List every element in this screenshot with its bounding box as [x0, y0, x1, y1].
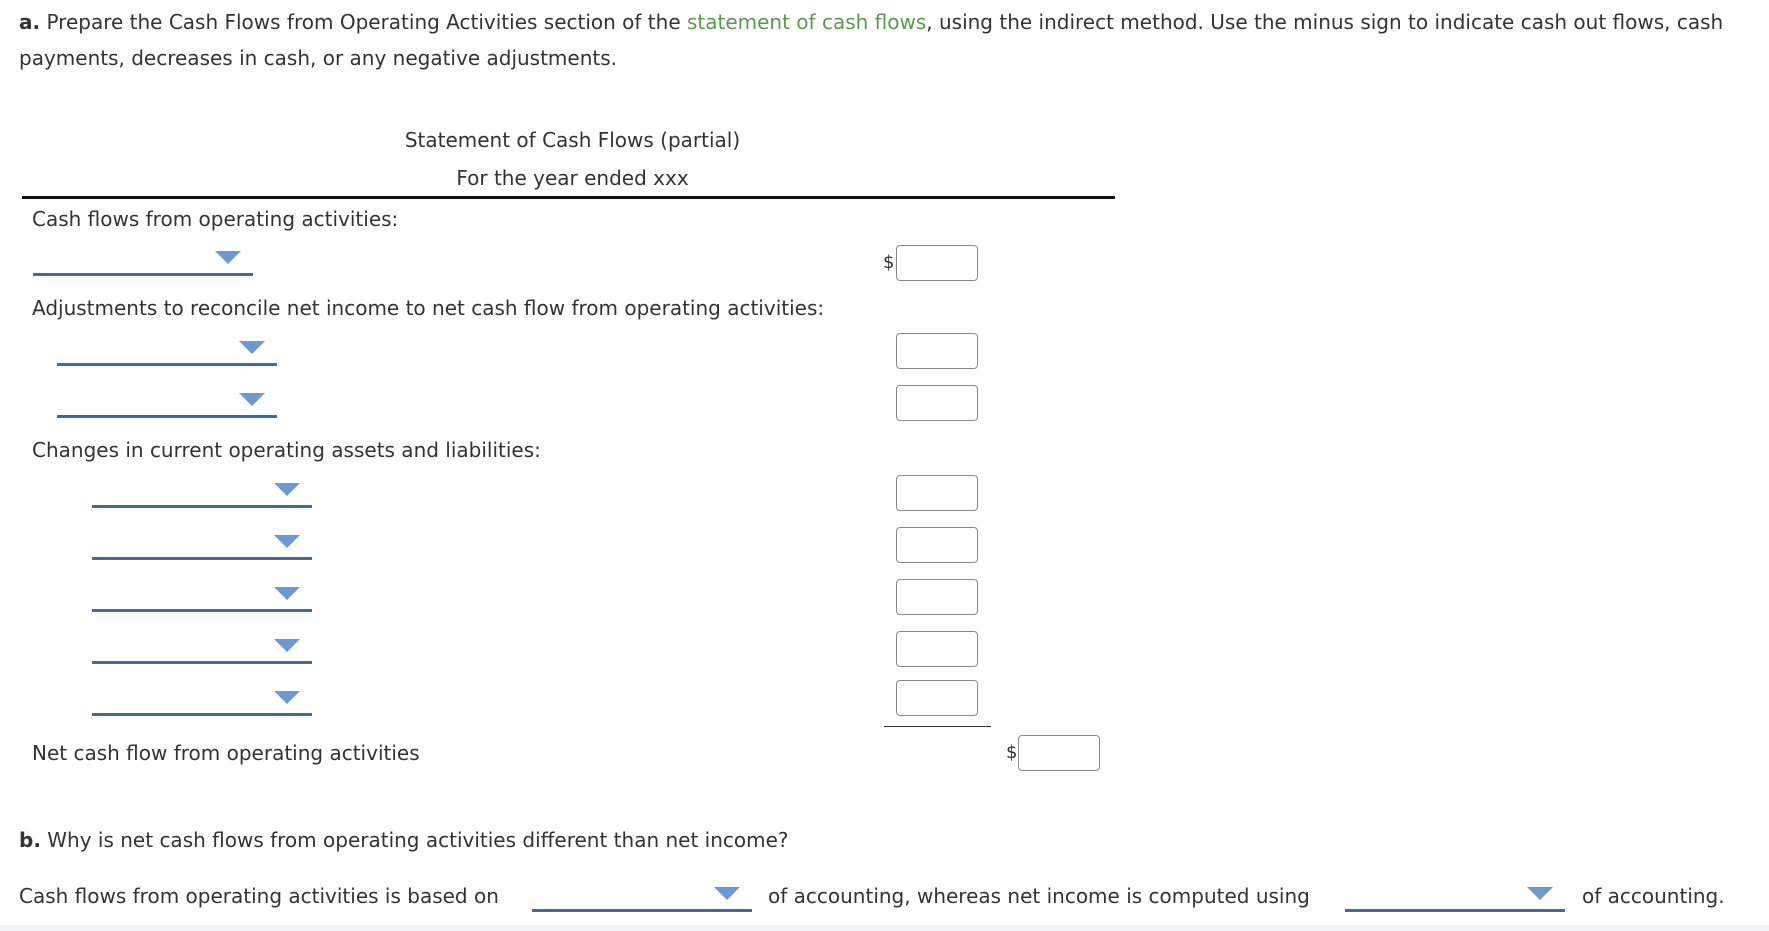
chevron-down-icon: [274, 535, 300, 548]
change-dropdown-4[interactable]: [92, 635, 312, 664]
chevron-down-icon: [215, 251, 241, 264]
cash-flow-basis-dropdown[interactable]: [532, 883, 752, 912]
part-a-instructions: [19, 4, 1759, 76]
header-rule: [22, 196, 1115, 199]
statement-of-cash-flows-link[interactable]: statement of cash flows: [686, 10, 927, 34]
net-income-dropdown[interactable]: [33, 247, 253, 276]
part-b-sentence-start: Cash flows from operating activities is based on: [19, 884, 499, 908]
net-income-basis-dropdown[interactable]: [1345, 883, 1565, 912]
net-cash-flow-label: Net cash flow from operating activities: [32, 741, 420, 765]
change-dropdown-5[interactable]: [92, 687, 312, 716]
net-cash-flow-amount-input[interactable]: [1018, 735, 1100, 771]
change-dropdown-2[interactable]: [92, 531, 312, 560]
adjustment-dropdown-2[interactable]: [57, 389, 277, 418]
chevron-down-icon: [239, 393, 265, 406]
chevron-down-icon: [714, 887, 740, 900]
chevron-down-icon: [274, 639, 300, 652]
statement-period: For the year ended xxx: [456, 166, 689, 190]
chevron-down-icon: [274, 587, 300, 600]
net-income-amount-input[interactable]: [896, 245, 978, 281]
change-amount-input-5[interactable]: [896, 680, 978, 716]
change-dropdown-1[interactable]: [92, 479, 312, 508]
statement-title: Statement of Cash Flows (partial): [404, 128, 741, 152]
change-amount-input-1[interactable]: [896, 475, 978, 511]
adjustment-amount-input-1[interactable]: [896, 333, 978, 369]
part-a-text-1: Prepare the Cash Flows from Operating Activities section of the: [40, 10, 687, 34]
chevron-down-icon: [239, 341, 265, 354]
chevron-down-icon: [1527, 887, 1553, 900]
operating-activities-header: Cash flows from operating activities:: [32, 207, 399, 231]
bottom-band: [0, 925, 1769, 931]
part-b-question-text: Why is net cash flows from operating activities different than net income?: [40, 828, 789, 852]
change-amount-input-4[interactable]: [896, 631, 978, 667]
dollar-sign: $: [883, 252, 895, 273]
part-a-text-2: , using the indirect method. Use the minus sign to indicate cash out flows, cash payments, decreases in cash, or any negative adjustments.: [19, 10, 1724, 70]
part-a-label: a.: [19, 10, 41, 34]
adjustments-header: Adjustments to reconcile net income to net cash flow from operating activities:: [32, 296, 825, 320]
subtotal-rule: [884, 726, 991, 727]
part-b-sentence-middle: of accounting, whereas net income is computed using: [768, 884, 1310, 908]
dollar-sign: $: [1006, 742, 1018, 763]
chevron-down-icon: [274, 483, 300, 496]
part-b-sentence-end: of accounting.: [1582, 884, 1725, 908]
changes-header: Changes in current operating assets and liabilities:: [32, 438, 541, 462]
part-b-question: [19, 828, 789, 852]
change-dropdown-3[interactable]: [92, 583, 312, 612]
change-amount-input-3[interactable]: [896, 579, 978, 615]
adjustment-dropdown-1[interactable]: [57, 337, 277, 366]
change-amount-input-2[interactable]: [896, 527, 978, 563]
adjustment-amount-input-2[interactable]: [896, 385, 978, 421]
chevron-down-icon: [274, 691, 300, 704]
part-b-label: b.: [19, 828, 41, 852]
